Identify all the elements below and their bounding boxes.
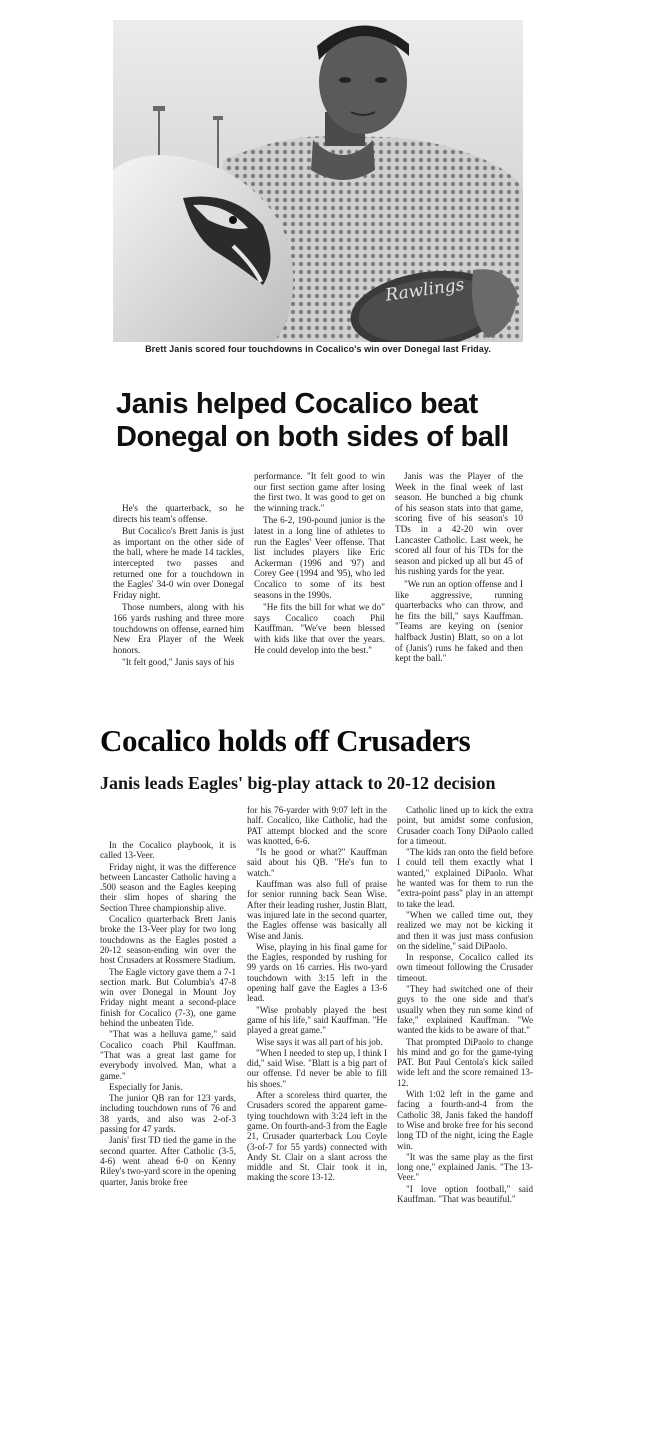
story2-subhead: Janis leads Eagles' big-play attack to 20-12 decision (100, 773, 496, 793)
story2-paragraph: That prompted DiPaolo to change his mind and go for the game-tying PAT. But Paul Centola's kick sailed wide left and the score remained 13-12. (397, 1036, 533, 1088)
story2-paragraph: "It was the same play as the first long one," explained Janis. "The 13-Veer." (397, 1151, 533, 1183)
story2-paragraph: In the Cocalico playbook, it is called 13-Veer. (100, 840, 236, 861)
story2-paragraph: "The kids ran onto the field before I could tell them exactly what I wanted," explained DiPaolo. What he wanted was for them to run the "extra-point pass" play in an attempt to take the lead. (397, 847, 533, 909)
story1-headline (116, 388, 536, 454)
story2-paragraph: After a scoreless third quarter, the Crusaders scored the apparent game-tying touchdown with 3:24 left in the game. On fourth-and-3 from the Eagle 21, Crusader quarterback Lou Coyle (3-of-7 for 55 yards) connected with Andy St. Clair on a slant across the middle and St. Clair took it in, making the score 13-12. (247, 1090, 387, 1183)
story1-paragraph: Janis was the Player of the Week in the final week of last season. He bunched a big chunk of his season stats into that game, scoring five of his season's 10 TDs in a 42-20 win over Lancaster Catholic. Last week, he scored all four of his TDs for the season and picked up all but 45 of his rushing yards for the year. (395, 471, 523, 577)
story2-paragraph: With 1:02 left in the game and facing a fourth-and-4 from the Catholic 38, Janis faked the handoff to Wise and broke free for his second long TD of the night, icing the Eagle win. (397, 1089, 533, 1151)
story2-paragraph: Catholic lined up to kick the extra point, but amidst some confusion, Crusader coach Tony DiPaolo called for a timeout. (397, 805, 533, 846)
story1-paragraph: He's the quarterback, so he directs his team's offense. (113, 503, 244, 524)
story2-column-3 (397, 805, 533, 1205)
story2-paragraph: "Wise probably played the best game of his life," said Kauffman. "He played a great game." (247, 1004, 387, 1036)
story2-paragraph: Janis' first TD tied the game in the second quarter. After Catholic (3-5, 4-6) went ahead 6-0 on Kenny Riley's two-yard score in the opening quarter, Janis broke free (100, 1135, 236, 1187)
story2-paragraph: Wise says it was all part of his job. (256, 1036, 383, 1047)
story2-paragraph: In response, Cocalico called its own timeout following the Crusader timeout. (397, 952, 533, 983)
story1-paragraph: But Cocalico's Brett Janis is just as important on the other side of the ball, where he made 14 tackles, intercepted two passes and returned one for a touchdown in the Eagles' 34-0 win over Donegal Friday night. (113, 526, 244, 600)
story2-paragraph: Especially for Janis. (109, 1081, 183, 1092)
story2-column-2 (247, 805, 387, 1184)
story2-paragraph: Wise, playing in his final game for the Eagles, responded by rushing for 99 yards on 16 carries. His two-yard touchdown with 3:15 left in the opening half gave the Eagles a 13-6 lead. (247, 941, 387, 1004)
story1-paragraph: The 6-2, 190-pound junior is the latest in a long line of athletes to run the Eagles' Veer offense. That list includes players like Eric Ackerman (1996 and '97) and Corey Gee (1994 and '95), who led Cocalico to some of its best seasons in the 1990s. (254, 515, 385, 600)
story2-paragraph: The junior QB ran for 123 yards, including touchdown runs of 76 and 38 yards, and also was 2-of-3 passing for 47 yards. (100, 1093, 236, 1135)
story2-paragraph: "They had switched one of their guys to the one side and that's usually when they run some kind of fake," explained Kauffman. "We wanted the kids to be aware of that." (397, 984, 533, 1036)
story2-paragraph: "When we called time out, they realized we may not be kicking it and then it was just mass confusion on the sideline," said DiPaolo. (397, 909, 533, 951)
story2-paragraph: The Eagle victory gave them a 7-1 section mark. But Columbia's 47-8 win over Donegal in Mount Joy Friday night meant a second-place finish for Cocalico (7-3), one game behind the unbeaten Tide. (100, 966, 236, 1029)
story2-paragraph: Kauffman was also full of praise for senior running back Sean Wise. After their leading rusher, Justin Blatt, was injured late in the second quarter, the Eagles offense was basically all Wise and Janis. (247, 879, 387, 941)
story1-column-3 (395, 471, 523, 666)
story2-paragraph: "I love option football," said Kauffman. "That was beautiful." (397, 1183, 533, 1204)
story2-paragraph: Cocalico quarterback Brett Janis broke the 13-Veer play for two long touchdowns as the Eagles posted a 20-12 season-ending win over the host Crusaders at Rossmere Stadium. (100, 914, 236, 966)
story1-paragraph: "We run an option offense and I like aggressive, running quarterbacks who can throw, and he fits the bill," says Kauffman. "Teams are keying on (senior halfback Justin) Blatt, so on a lot of (Janis') runs he faked and then kept the ball." (395, 578, 523, 664)
ball-brand-text: Rawlings (384, 274, 466, 306)
story2-headline: Cocalico holds off Crusaders (100, 723, 471, 758)
photo-caption: Brett Janis scored four touchdowns in Cocalico's win over Donegal last Friday. (145, 344, 491, 354)
story2-column-1 (100, 840, 236, 1188)
story1-headline-line1: Janis helped Cocalico beat (116, 388, 478, 420)
player-photo-illustration (113, 20, 523, 342)
story1-paragraph: "It felt good," Janis says of his (122, 657, 235, 668)
story2-paragraph: "Is he good or what?" Kauffman said about his QB. "He's fun to watch." (247, 847, 387, 878)
story2-paragraph: for his 76-yarder with 9:07 left in the half. Cocalico, like Catholic, had the PAT attempt blocked and the score was knotted, 6-6. (247, 805, 387, 846)
story1-paragraph: Those numbers, along with his 166 yards rushing and three more touchdowns on offense, earned him New Era Player of the Week honors. (113, 602, 244, 655)
story2-paragraph: "That was a helluva game," said Cocalico coach Phil Kauffman. "That was a great last game for everybody involved. Man, what a game." (100, 1029, 236, 1081)
story1-headline-line2: Donegal on both sides of ball (116, 421, 509, 453)
story1-column-1 (113, 503, 244, 670)
story2-paragraph: Friday night, it was the difference between Lancaster Catholic having a .500 season and the Eagles keeping their slim hopes of sharing the Section Three championship alive. (100, 861, 236, 913)
story1-column-2 (254, 471, 385, 657)
story1-paragraph: performance. "It felt good to win our first section game after losing the first two. It was good to get on the winning track." (254, 471, 385, 513)
story1-paragraph: "He fits the bill for what we do" says Cocalico coach Phil Kauffman. "We've been blessed with kids like that over the years. He could develop into the best." (254, 602, 385, 655)
story2-paragraph: "When I needed to step up, I think I did," said Wise. "Blatt is a big part of our offense. I'd never be able to fill his shoes." (247, 1047, 387, 1089)
player-photo (113, 20, 523, 342)
